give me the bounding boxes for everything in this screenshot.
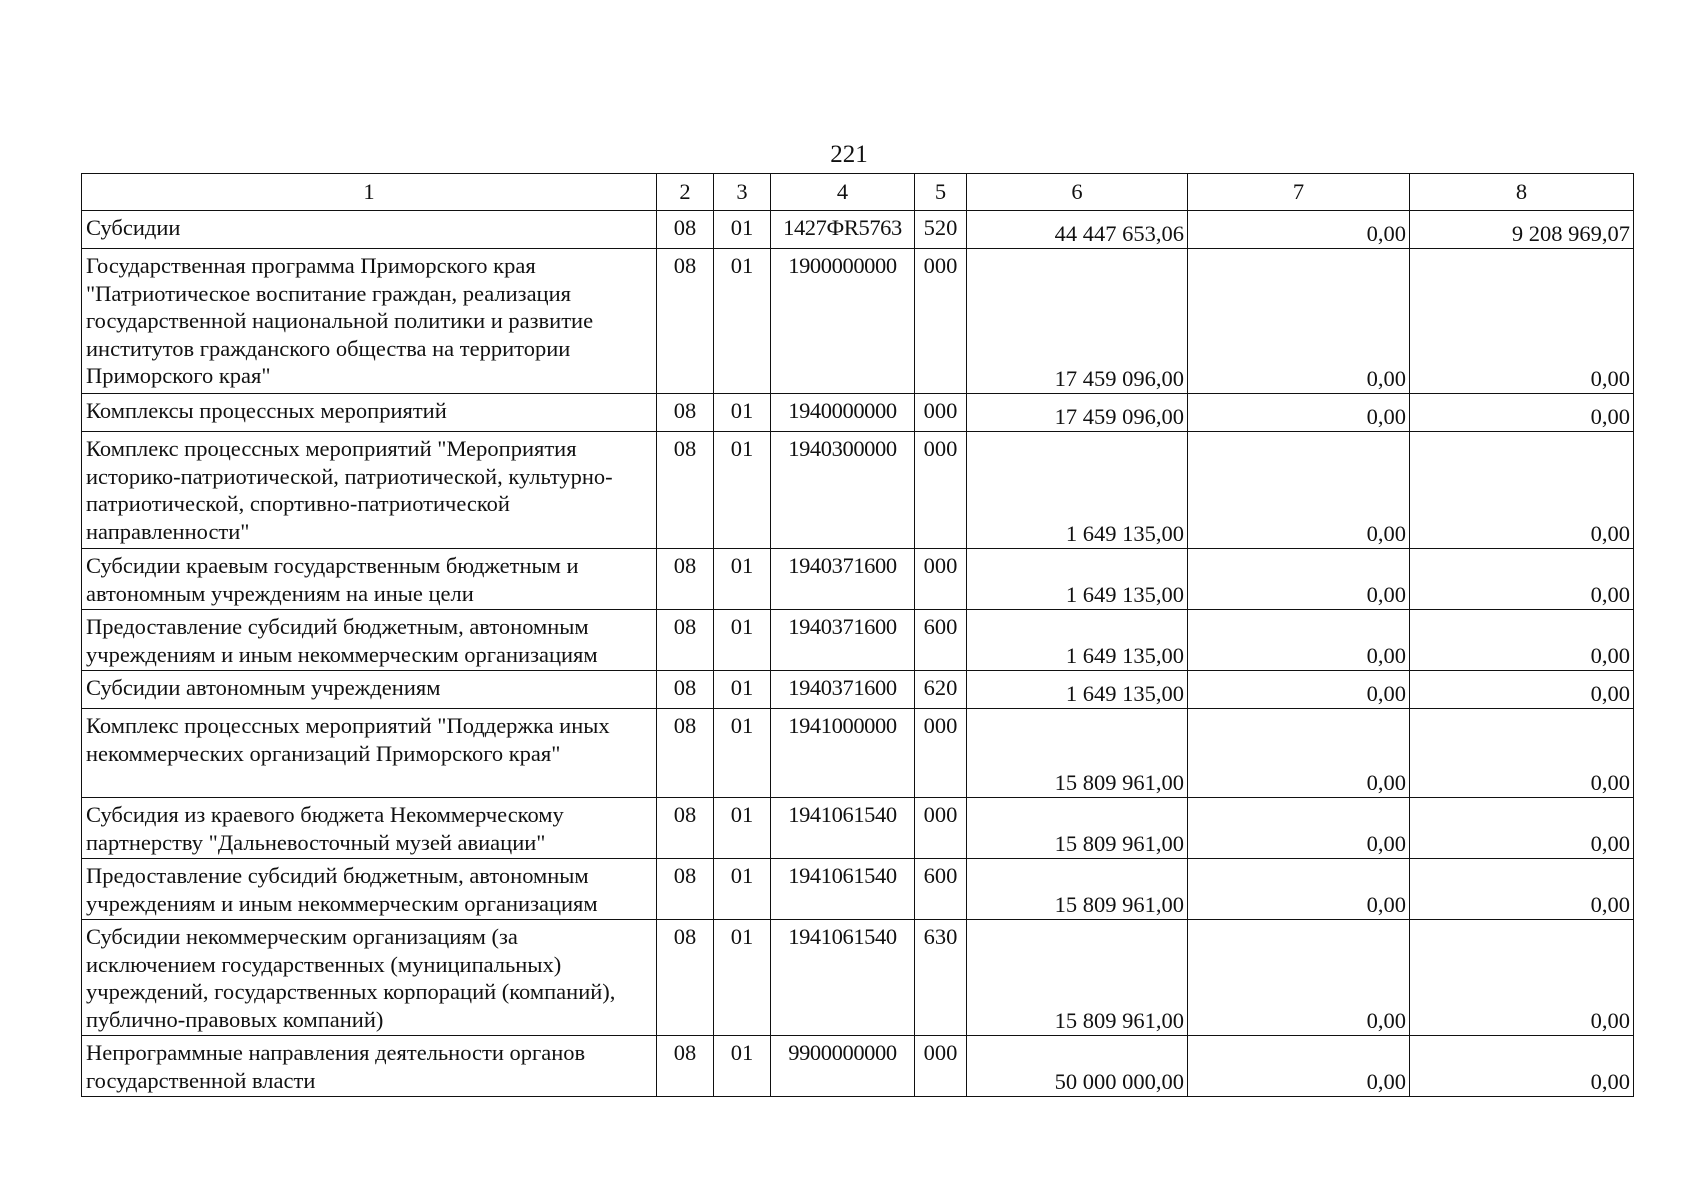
- target-article-code: 9900000000: [771, 1036, 915, 1097]
- amount-col8: 0,00: [1410, 432, 1634, 549]
- target-article-code: 1940371600: [771, 610, 915, 671]
- amount-col8: 0,00: [1410, 920, 1634, 1036]
- target-article-code: 1940371600: [771, 549, 915, 610]
- amount-col8: 0,00: [1410, 671, 1634, 709]
- amount-col6: 17 459 096,00: [967, 249, 1188, 394]
- section-code: 08: [657, 610, 714, 671]
- target-article-code: 1940371600: [771, 671, 915, 709]
- section-code: 08: [657, 394, 714, 432]
- section-code: 08: [657, 671, 714, 709]
- target-article-code: 1941061540: [771, 920, 915, 1036]
- header-row: [82, 174, 1634, 211]
- target-article-code: 1940300000: [771, 432, 915, 549]
- target-article-code: 1427ФR5763: [771, 211, 915, 249]
- amount-col6: 1 649 135,00: [967, 549, 1188, 610]
- subsection-code: 01: [714, 920, 771, 1036]
- subsection-code: 01: [714, 549, 771, 610]
- amount-col7: 0,00: [1188, 394, 1410, 432]
- row-name: Непрограммные направления деятельности органов государственной власти: [82, 1036, 657, 1097]
- table-row: [82, 920, 1634, 1036]
- subsection-code: 01: [714, 798, 771, 859]
- section-code: 08: [657, 859, 714, 920]
- amount-col8: 0,00: [1410, 798, 1634, 859]
- table-row: [82, 610, 1634, 671]
- budget-table: [81, 173, 1634, 1097]
- section-code: 08: [657, 249, 714, 394]
- expense-type-code: 000: [915, 1036, 967, 1097]
- amount-col8: 0,00: [1410, 549, 1634, 610]
- table-row: [82, 432, 1634, 549]
- column-header-7: 7: [1188, 174, 1410, 211]
- table-row: [82, 249, 1634, 394]
- amount-col6: 1 649 135,00: [967, 432, 1188, 549]
- expense-type-code: 620: [915, 671, 967, 709]
- amount-col6: 1 649 135,00: [967, 610, 1188, 671]
- row-name: Предоставление субсидий бюджетным, автономным учреждениям и иным некоммерческим организациям: [82, 859, 657, 920]
- amount-col6: 15 809 961,00: [967, 798, 1188, 859]
- amount-col7: 0,00: [1188, 432, 1410, 549]
- amount-col7: 0,00: [1188, 610, 1410, 671]
- subsection-code: 01: [714, 709, 771, 798]
- amount-col6: 17 459 096,00: [967, 394, 1188, 432]
- row-name: Государственная программа Приморского края "Патриотическое воспитание граждан, реализация государственной национальной политики и развитие институтов гражданского общества на территории Приморского края": [82, 249, 657, 394]
- expense-type-code: 600: [915, 859, 967, 920]
- amount-col7: 0,00: [1188, 211, 1410, 249]
- amount-col7: 0,00: [1188, 671, 1410, 709]
- column-header-8: 8: [1410, 174, 1634, 211]
- amount-col7: 0,00: [1188, 249, 1410, 394]
- column-header-6: 6: [967, 174, 1188, 211]
- expense-type-code: 000: [915, 432, 967, 549]
- subsection-code: 01: [714, 211, 771, 249]
- table-row: [82, 549, 1634, 610]
- row-name: Комплекс процессных мероприятий "Мероприятия историко-патриотической, патриотической, культурно-патриотической, спортивно-патриотической направленности": [82, 432, 657, 549]
- subsection-code: 01: [714, 394, 771, 432]
- amount-col6: 44 447 653,06: [967, 211, 1188, 249]
- section-code: 08: [657, 798, 714, 859]
- subsection-code: 01: [714, 610, 771, 671]
- amount-col8: 0,00: [1410, 249, 1634, 394]
- expense-type-code: 000: [915, 249, 967, 394]
- column-header-1: 1: [82, 174, 657, 211]
- amount-col7: 0,00: [1188, 1036, 1410, 1097]
- table-row: [82, 211, 1634, 249]
- section-code: 08: [657, 1036, 714, 1097]
- amount-col8: 0,00: [1410, 394, 1634, 432]
- section-code: 08: [657, 920, 714, 1036]
- table-row: [82, 394, 1634, 432]
- amount-col6: 50 000 000,00: [967, 1036, 1188, 1097]
- table-row: [82, 859, 1634, 920]
- amount-col8: 0,00: [1410, 709, 1634, 798]
- column-header-5: 5: [915, 174, 967, 211]
- row-name: Субсидии: [82, 211, 657, 249]
- amount-col7: 0,00: [1188, 709, 1410, 798]
- expense-type-code: 000: [915, 549, 967, 610]
- table-row: [82, 671, 1634, 709]
- table-row: [82, 798, 1634, 859]
- expense-type-code: 600: [915, 610, 967, 671]
- amount-col7: 0,00: [1188, 920, 1410, 1036]
- column-header-3: 3: [714, 174, 771, 211]
- section-code: 08: [657, 432, 714, 549]
- expense-type-code: 000: [915, 394, 967, 432]
- target-article-code: 1941061540: [771, 798, 915, 859]
- row-name: Субсидии автономным учреждениям: [82, 671, 657, 709]
- expense-type-code: 000: [915, 798, 967, 859]
- table-row: [82, 709, 1634, 798]
- row-name: Субсидии некоммерческим организациям (за исключением государственных (муниципальных) учреждений, государственных корпораций (компаний), публично-правовых компаний): [82, 920, 657, 1036]
- subsection-code: 01: [714, 671, 771, 709]
- table-row: [82, 1036, 1634, 1097]
- amount-col8: 9 208 969,07: [1410, 211, 1634, 249]
- target-article-code: 1940000000: [771, 394, 915, 432]
- expense-type-code: 000: [915, 709, 967, 798]
- page-number: 221: [830, 141, 868, 168]
- subsection-code: 01: [714, 1036, 771, 1097]
- amount-col6: 15 809 961,00: [967, 709, 1188, 798]
- target-article-code: 1941061540: [771, 859, 915, 920]
- expense-type-code: 630: [915, 920, 967, 1036]
- amount-col6: 1 649 135,00: [967, 671, 1188, 709]
- amount-col7: 0,00: [1188, 859, 1410, 920]
- amount-col8: 0,00: [1410, 1036, 1634, 1097]
- amount-col7: 0,00: [1188, 798, 1410, 859]
- section-code: 08: [657, 211, 714, 249]
- amount-col6: 15 809 961,00: [967, 859, 1188, 920]
- amount-col7: 0,00: [1188, 549, 1410, 610]
- row-name: Комплекс процессных мероприятий "Поддержка иных некоммерческих организаций Приморского края": [82, 709, 657, 798]
- expense-type-code: 520: [915, 211, 967, 249]
- row-name: Комплексы процессных мероприятий: [82, 394, 657, 432]
- amount-col8: 0,00: [1410, 859, 1634, 920]
- section-code: 08: [657, 549, 714, 610]
- row-name: Субсидии краевым государственным бюджетным и автономным учреждениям на иные цели: [82, 549, 657, 610]
- amount-col8: 0,00: [1410, 610, 1634, 671]
- target-article-code: 1941000000: [771, 709, 915, 798]
- subsection-code: 01: [714, 432, 771, 549]
- column-header-4: 4: [771, 174, 915, 211]
- subsection-code: 01: [714, 249, 771, 394]
- target-article-code: 1900000000: [771, 249, 915, 394]
- amount-col6: 15 809 961,00: [967, 920, 1188, 1036]
- row-name: Предоставление субсидий бюджетным, автономным учреждениям и иным некоммерческим организациям: [82, 610, 657, 671]
- section-code: 08: [657, 709, 714, 798]
- row-name: Субсидия из краевого бюджета Некоммерческому партнерству "Дальневосточный музей авиации": [82, 798, 657, 859]
- column-header-2: 2: [657, 174, 714, 211]
- subsection-code: 01: [714, 859, 771, 920]
